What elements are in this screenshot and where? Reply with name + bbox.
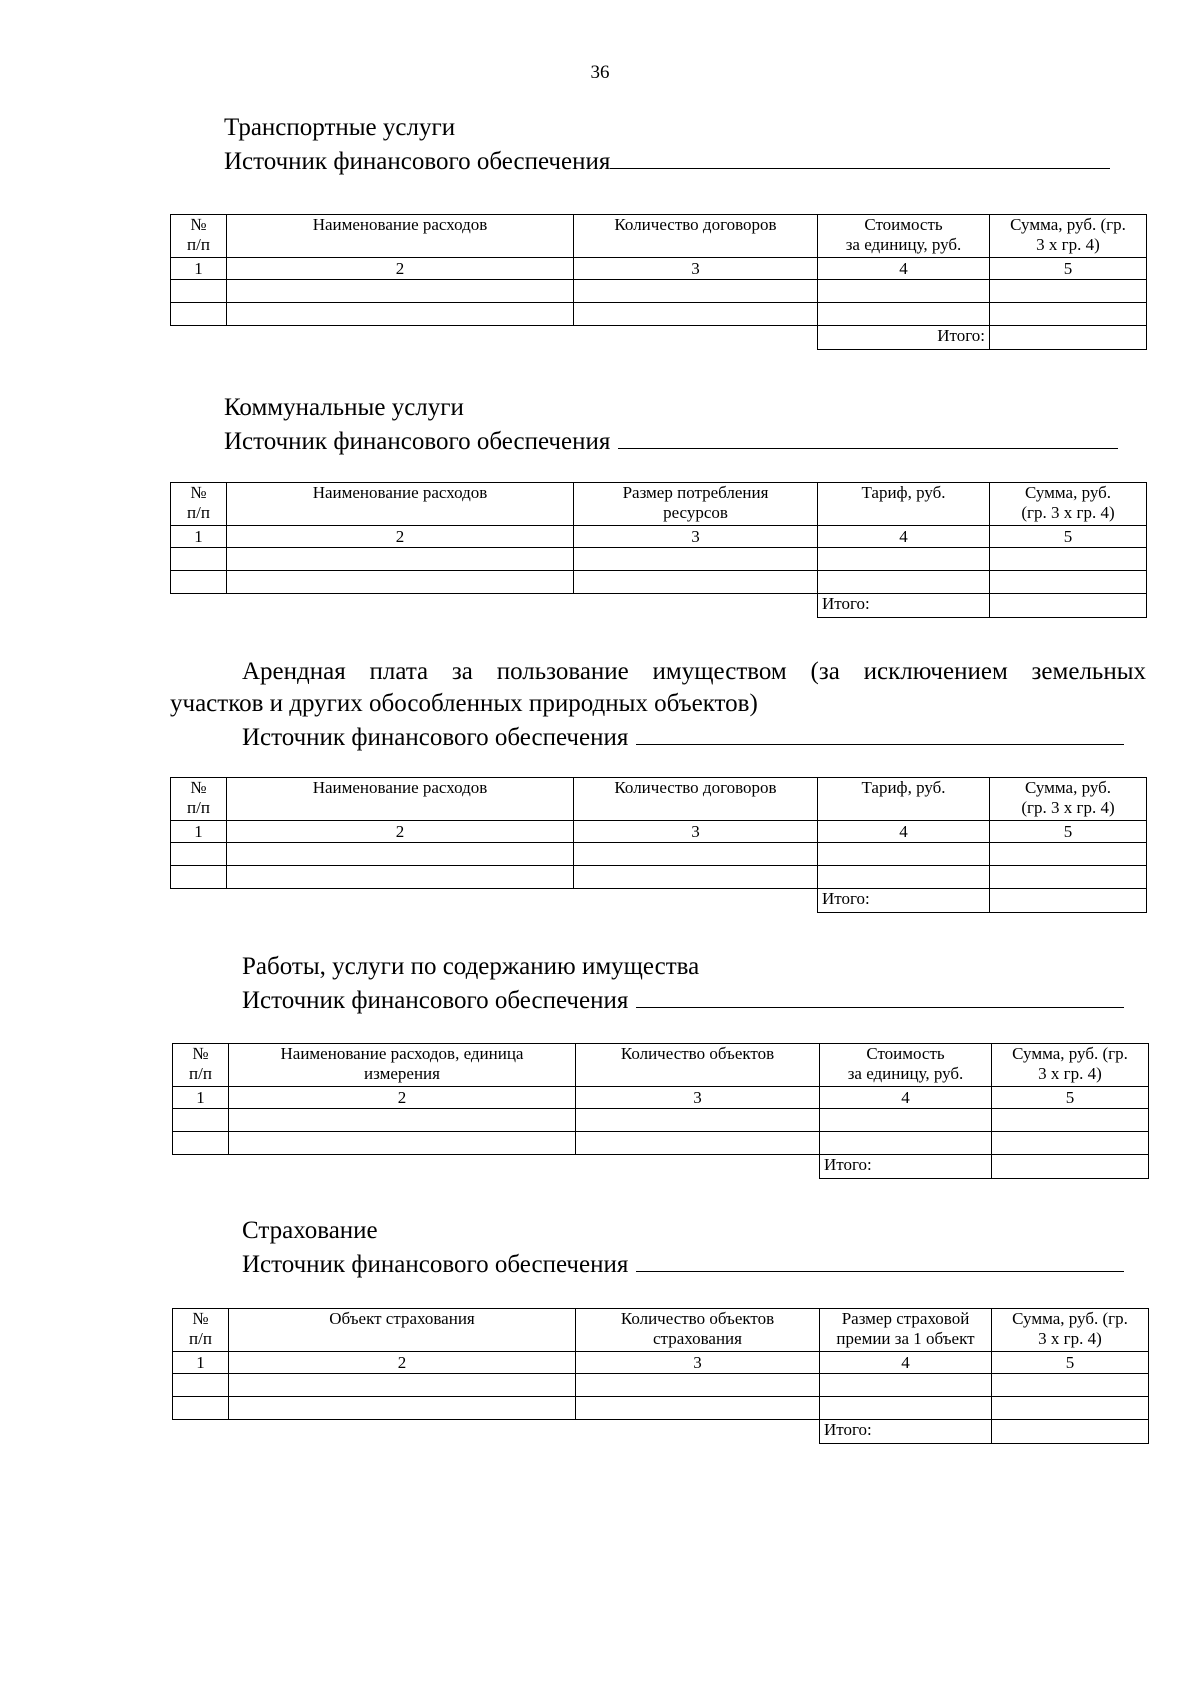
funding-source-blank[interactable] — [618, 424, 1118, 449]
table-cell[interactable] — [173, 1397, 229, 1420]
col-number: 1 — [173, 1352, 229, 1374]
col-number: 1 — [171, 258, 227, 280]
funding-source-line — [242, 983, 1124, 1017]
total-label: Итого: — [818, 594, 990, 618]
table-row — [171, 303, 1147, 326]
col-header: № п/п — [171, 483, 227, 526]
section-maintenance — [242, 951, 1124, 1017]
funding-source-line — [170, 720, 1146, 754]
table-cell[interactable] — [574, 866, 818, 889]
section-rent — [170, 656, 1146, 754]
col-header: Количество объектов страхования — [576, 1309, 820, 1352]
table-cell[interactable] — [171, 303, 227, 326]
table-row — [171, 843, 1147, 866]
table-cell[interactable] — [820, 1132, 992, 1155]
col-header: Наименование расходов — [227, 778, 574, 821]
table-row — [173, 1109, 1149, 1132]
table-cell[interactable] — [227, 866, 574, 889]
section-title: Работы, услуги по содержанию имущества — [242, 953, 700, 980]
section-title: Транспортные услуги — [224, 114, 456, 141]
col-number: 4 — [818, 821, 990, 843]
table-cell[interactable] — [173, 1132, 229, 1155]
col-number: 1 — [171, 526, 227, 548]
col-header: Стоимость за единицу, руб. — [820, 1044, 992, 1087]
total-label: Итого: — [818, 326, 990, 350]
col-header: Сумма, руб. (гр. 3 х гр. 4) — [990, 778, 1147, 821]
table-cell[interactable] — [992, 1374, 1149, 1397]
col-number: 3 — [574, 258, 818, 280]
funding-source-line — [224, 144, 1110, 178]
table-cell[interactable] — [229, 1132, 576, 1155]
col-number: 2 — [227, 258, 574, 280]
table-cell[interactable] — [990, 843, 1147, 866]
col-number: 5 — [992, 1087, 1149, 1109]
section-transport — [224, 112, 1110, 178]
table-row — [171, 548, 1147, 571]
table-cell[interactable] — [990, 571, 1147, 594]
col-number: 5 — [992, 1352, 1149, 1374]
col-header: № п/п — [173, 1309, 229, 1352]
table-cell[interactable] — [576, 1109, 820, 1132]
table-cell[interactable] — [171, 548, 227, 571]
funding-source-label: Источник финансового обеспечения — [242, 1251, 629, 1278]
col-header: Тариф, руб. — [818, 483, 990, 526]
table-cell[interactable] — [173, 1109, 229, 1132]
col-header: № п/п — [171, 778, 227, 821]
funding-source-blank[interactable] — [610, 144, 1110, 169]
section-title-line2: участков и других обособленных природных объектов) — [170, 690, 758, 717]
funding-source-blank[interactable] — [636, 720, 1124, 745]
section-insurance — [242, 1215, 1124, 1281]
table-row — [173, 1397, 1149, 1420]
table-cell[interactable] — [818, 280, 990, 303]
col-number: 4 — [820, 1087, 992, 1109]
funding-source-label: Источник финансового обеспечения — [242, 724, 629, 751]
col-number: 2 — [229, 1352, 576, 1374]
col-number: 3 — [574, 821, 818, 843]
table-cell[interactable] — [576, 1132, 820, 1155]
section-title-line1: Арендная плата за пользование имуществом (за исключением земельных — [242, 658, 1146, 685]
col-header: Сумма, руб. (гр. 3 х гр. 4) — [990, 215, 1147, 258]
utilities-table — [170, 482, 1147, 618]
section-utilities — [224, 392, 1118, 458]
table-row — [171, 571, 1147, 594]
table-cell[interactable] — [818, 866, 990, 889]
funding-source-line — [242, 1247, 1124, 1281]
table-cell[interactable] — [227, 303, 574, 326]
total-value-cell[interactable] — [990, 326, 1147, 350]
section-title: Страхование — [242, 1217, 378, 1244]
table-cell[interactable] — [229, 1109, 576, 1132]
table-row — [173, 1132, 1149, 1155]
table-cell[interactable] — [992, 1397, 1149, 1420]
col-header: Сумма, руб. (гр. 3 х гр. 4) — [992, 1309, 1149, 1352]
col-header: Сумма, руб. (гр. 3 х гр. 4) — [992, 1044, 1149, 1087]
table-cell[interactable] — [227, 548, 574, 571]
table-cell[interactable] — [990, 280, 1147, 303]
col-number: 3 — [576, 1352, 820, 1374]
col-header: Наименование расходов — [227, 215, 574, 258]
table-cell[interactable] — [818, 843, 990, 866]
table-cell[interactable] — [171, 571, 227, 594]
col-header: Размер страховой премии за 1 объект — [820, 1309, 992, 1352]
table-cell[interactable] — [574, 548, 818, 571]
funding-source-blank[interactable] — [636, 1247, 1124, 1272]
col-number: 5 — [990, 526, 1147, 548]
total-value-cell[interactable] — [990, 594, 1147, 618]
table-row — [171, 866, 1147, 889]
table-cell[interactable] — [818, 303, 990, 326]
funding-source-line — [224, 424, 1118, 458]
transport-table — [170, 214, 1147, 350]
funding-source-label: Источник финансового обеспечения — [224, 428, 611, 455]
col-header: Стоимость за единицу, руб. — [818, 215, 990, 258]
table-cell[interactable] — [229, 1397, 576, 1420]
col-number: 2 — [227, 526, 574, 548]
col-number: 4 — [818, 258, 990, 280]
table-cell[interactable] — [990, 303, 1147, 326]
table-cell[interactable] — [576, 1374, 820, 1397]
table-cell[interactable] — [820, 1109, 992, 1132]
table-cell[interactable] — [227, 280, 574, 303]
table-row — [171, 280, 1147, 303]
table-cell[interactable] — [171, 843, 227, 866]
funding-source-label: Источник финансового обеспечения — [242, 987, 629, 1014]
col-number: 3 — [576, 1087, 820, 1109]
maintenance-table — [172, 1043, 1149, 1179]
table-cell[interactable] — [574, 280, 818, 303]
table-cell[interactable] — [227, 571, 574, 594]
col-number: 2 — [227, 821, 574, 843]
col-number: 1 — [173, 1087, 229, 1109]
funding-source-blank[interactable] — [636, 983, 1124, 1008]
col-number: 2 — [229, 1087, 576, 1109]
col-number: 5 — [990, 258, 1147, 280]
total-value-cell[interactable] — [992, 1420, 1149, 1444]
table-cell[interactable] — [820, 1397, 992, 1420]
col-number: 3 — [574, 526, 818, 548]
col-header: № п/п — [171, 215, 227, 258]
table-cell[interactable] — [229, 1374, 576, 1397]
col-header: Наименование расходов, единица измерения — [229, 1044, 576, 1087]
col-header: Сумма, руб. (гр. 3 х гр. 4) — [990, 483, 1147, 526]
total-value-cell[interactable] — [990, 889, 1147, 913]
col-header: Размер потребления ресурсов — [574, 483, 818, 526]
col-number: 4 — [820, 1352, 992, 1374]
table-cell[interactable] — [173, 1374, 229, 1397]
table-cell[interactable] — [574, 571, 818, 594]
table-cell[interactable] — [818, 548, 990, 571]
insurance-table — [172, 1308, 1149, 1444]
funding-source-label: Источник финансового обеспечения — [224, 148, 611, 175]
total-label: Итого: — [818, 889, 990, 913]
table-cell[interactable] — [820, 1374, 992, 1397]
total-label: Итого: — [820, 1155, 992, 1179]
col-header: Количество объектов — [576, 1044, 820, 1087]
col-number: 4 — [818, 526, 990, 548]
col-header: № п/п — [173, 1044, 229, 1087]
table-cell[interactable] — [990, 548, 1147, 571]
table-cell[interactable] — [818, 571, 990, 594]
table-cell[interactable] — [574, 303, 818, 326]
table-cell[interactable] — [171, 866, 227, 889]
col-header: Количество договоров — [574, 778, 818, 821]
col-header: Тариф, руб. — [818, 778, 990, 821]
col-number: 5 — [990, 821, 1147, 843]
table-cell[interactable] — [576, 1397, 820, 1420]
table-cell[interactable] — [171, 280, 227, 303]
col-number: 1 — [171, 821, 227, 843]
total-value-cell[interactable] — [992, 1155, 1149, 1179]
table-cell[interactable] — [574, 843, 818, 866]
table-cell[interactable] — [990, 866, 1147, 889]
table-row — [173, 1374, 1149, 1397]
table-cell[interactable] — [227, 843, 574, 866]
page-number: 36 — [590, 62, 610, 83]
table-cell[interactable] — [992, 1109, 1149, 1132]
col-header: Количество договоров — [574, 215, 818, 258]
col-header: Объект страхования — [229, 1309, 576, 1352]
rent-table — [170, 777, 1147, 913]
table-cell[interactable] — [992, 1132, 1149, 1155]
total-label: Итого: — [820, 1420, 992, 1444]
section-title: Коммунальные услуги — [224, 394, 464, 421]
col-header: Наименование расходов — [227, 483, 574, 526]
